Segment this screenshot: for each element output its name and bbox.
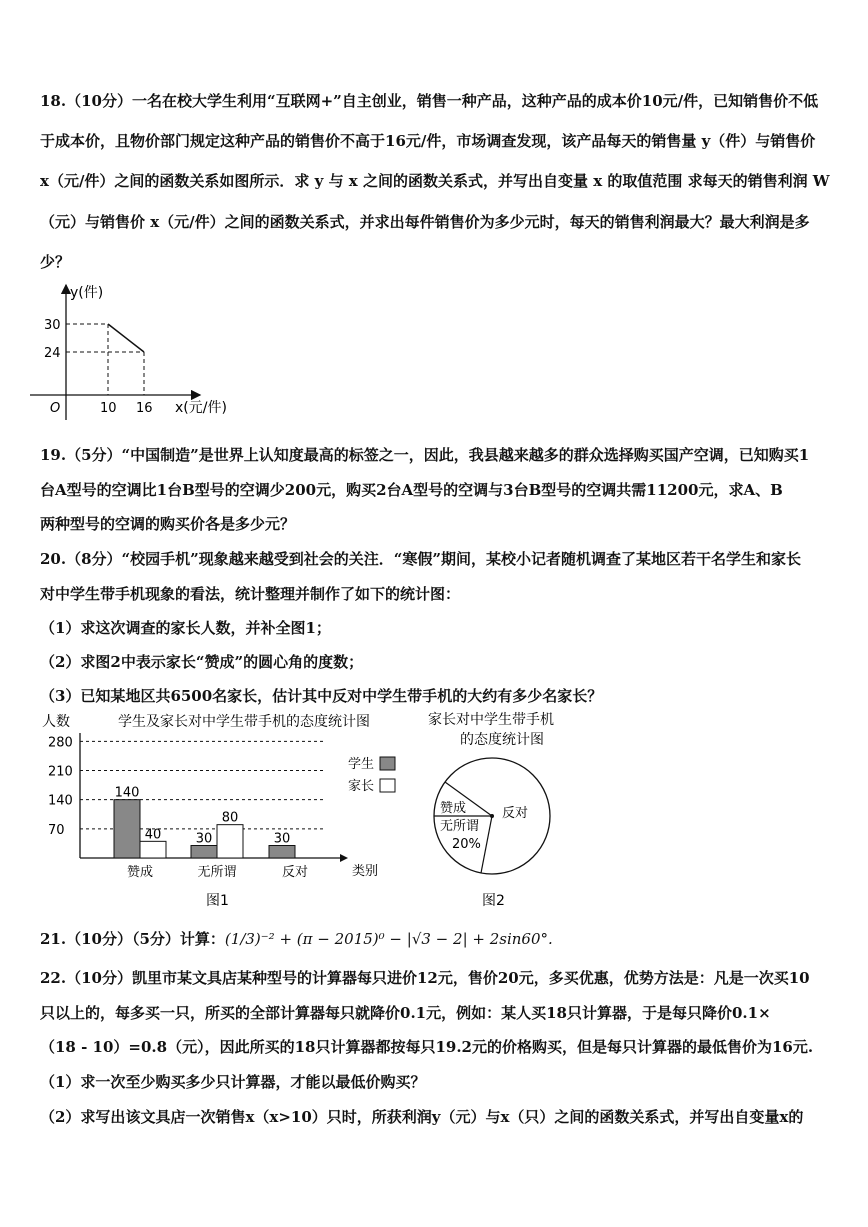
q18-x-tick-10: 10 xyxy=(100,401,117,416)
q21-expression: (1/3)⁻² + (π − 2015)⁰ − |√3 − 2| + 2sin60°. xyxy=(224,930,553,948)
legend-student-swatch xyxy=(380,757,395,770)
q18-line-1: 18.（10分）一名在校大学生利用“互联网+”自主创业，销售一种产品，这种产品的成本价10元/件，已知销售价不低 xyxy=(40,92,819,110)
pie-title-line-1: 家长对中学生带手机 xyxy=(428,712,554,728)
q19-line-3: 两种型号的空调的购买价各是多少元？ xyxy=(40,515,296,533)
bar-y-tick-70: 70 xyxy=(48,822,65,838)
q18-y-label: y(件) xyxy=(70,285,104,301)
q18-line-2: 于成本价，且物价部门规定这种产品的销售价不高于16元/件，市场调查发现，该产品每天的销售量 y（件）与销售价 xyxy=(40,132,816,150)
q18-y-tick-30: 30 xyxy=(44,318,61,333)
q20-line-1: 20.（8分）“校园手机”现象越来越受到社会的关注．“寒假”期间，某校小记者随机调查了某地区若干名学生和家长 xyxy=(40,550,802,568)
bar-chart-x-arrow xyxy=(340,854,348,862)
fig1-bar-chart xyxy=(40,708,410,913)
bar-student-2 xyxy=(269,846,295,859)
q20-line-5: （3）已知某地区共6500名家长，估计其中反对中学生带手机的大约有多少名家长？ xyxy=(40,687,603,705)
bar-value-label-student-2: 30 xyxy=(273,831,291,847)
q18-x-label: x(元/件) xyxy=(175,400,227,416)
q19-line-2: 台A型号的空调比1台B型号的空调少200元，购买2台A型号的空调与3台B型号的空调共需11200元，求A、B xyxy=(40,481,783,499)
bar-value-label-parent-0: 40 xyxy=(144,827,162,843)
bar-student-0 xyxy=(114,800,140,858)
q20-line-4: （2）求图2中表示家长“赞成”的圆心角的度数； xyxy=(40,653,364,671)
pie-center xyxy=(490,814,494,818)
q18-graph xyxy=(30,280,260,425)
q21-prefix: 21.（10分）（5分）计算： xyxy=(40,930,225,948)
bar-category-1: 无所谓 xyxy=(197,865,237,880)
q20-line-3: （1）求这次调查的家长人数，并补全图1； xyxy=(40,619,331,637)
bar-chart-title: 学生及家长对中学生带手机的态度统计图 xyxy=(118,714,370,730)
pie-label-indifferent-pct: 20% xyxy=(452,837,481,852)
bar-category-2: 反对 xyxy=(281,865,309,880)
pie-title-line-2: 的态度统计图 xyxy=(460,732,544,748)
fig2-caption: 图2 xyxy=(482,893,505,909)
bar-value-label-student-1: 30 xyxy=(195,831,213,847)
q18-function-segment xyxy=(108,324,144,352)
legend-parent-label: 家长 xyxy=(348,779,375,794)
legend-student-label: 学生 xyxy=(348,757,375,772)
q18-x-tick-16: 16 xyxy=(136,401,153,416)
fig2-pie-chart xyxy=(418,708,588,913)
bar-y-tick-140: 140 xyxy=(48,793,73,809)
bar-y-tick-280: 280 xyxy=(48,735,73,751)
fig1-caption: 图1 xyxy=(206,893,229,909)
bar-value-label-student-0: 140 xyxy=(114,785,140,801)
q22-line-5: （2）求写出该文具店一次销售x（x>10）只时，所获利润y（元）与x（只）之间的函数关系式，并写出自变量x的 xyxy=(40,1108,804,1126)
bar-parent-1 xyxy=(217,825,243,858)
bar-parent-0 xyxy=(140,841,166,858)
q21-line xyxy=(40,928,553,949)
bar-student-1 xyxy=(191,846,217,859)
q22-line-3: （18 - 10）=0.8（元），因此所买的18只计算器都按每只19.2元的价格购买，但是每只计算器的最低售价为16元. xyxy=(40,1038,814,1056)
bar-chart-ylabel: 人数 xyxy=(42,714,70,730)
q22-line-4: （1）求一次至少购买多少只计算器，才能以最低价购买？ xyxy=(40,1073,426,1091)
q20-line-2: 对中学生带手机现象的看法，统计整理并制作了如下的统计图： xyxy=(40,585,461,603)
q22-line-2: 只以上的，每多买一只，所买的全部计算器每只就降价0.1元，例如：某人买18只计算器，于是每只降价0.1× xyxy=(40,1004,771,1022)
pie-label-oppose: 反对 xyxy=(502,806,529,821)
pie-label-indifferent: 无所谓 xyxy=(440,819,480,834)
bar-chart-xlabel: 类别 xyxy=(352,864,379,879)
pie-label-approve: 赞成 xyxy=(440,801,467,816)
q18-line-3: x（元/件）之间的函数关系如图所示．求 y 与 x 之间的函数关系式，并写出自变量 x 的取值范围 求每天的销售利润 W xyxy=(40,172,830,190)
q18-line-5: 少？ xyxy=(40,253,71,271)
q18-y-tick-24: 24 xyxy=(44,346,61,361)
q22-line-1: 22.（10分）凯里市某文具店某种型号的计算器每只进价12元，售价20元，多买优惠，优势方法是：凡是一次买10 xyxy=(40,969,810,987)
legend-parent-swatch xyxy=(380,779,395,792)
q18-line-4: （元）与销售价 x（元/件）之间的函数关系式，并求出每件销售价为多少元时，每天的销售利润最大？最大利润是多 xyxy=(40,213,810,231)
bar-value-label-parent-1: 80 xyxy=(221,810,239,826)
bar-category-0: 赞成 xyxy=(126,865,154,880)
q18-origin: O xyxy=(50,401,61,416)
bar-y-tick-210: 210 xyxy=(48,764,73,780)
q19-line-1: 19.（5分）“中国制造”是世界上认知度最高的标签之一，因此，我县越来越多的群众选择购买国产空调，已知购买1 xyxy=(40,446,810,464)
